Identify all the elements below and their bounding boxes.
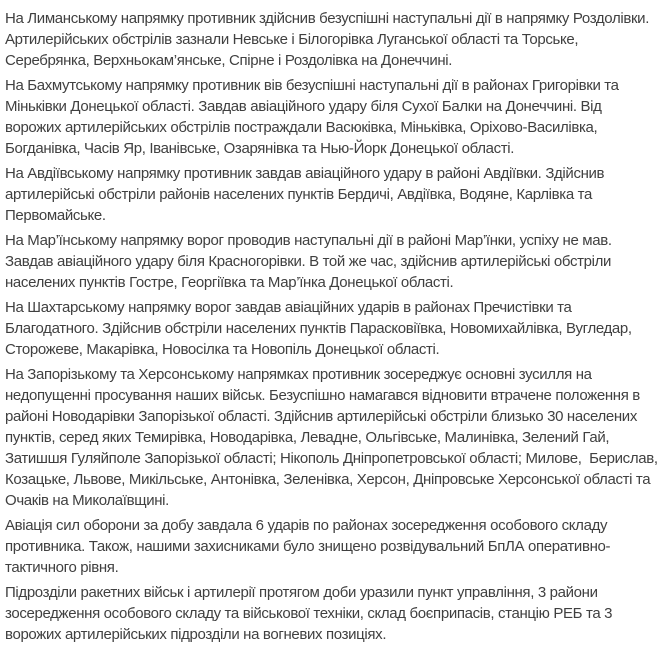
paragraph-lyman-direction: На Лиманському напрямку противник здійснив безуспішні наступальні дії в напрямку Роздолівки. Артилерійських обстрілів зазнали Невське і Білогорівка Луганської області та Торське, Серебрянка, Верхньокам’янське, Спірне і Роздолівка на Донеччині. <box>5 10 653 69</box>
paragraph-zaporizhzhia-kherson-direction: На Запорізькому та Херсонському напрямках противник зосереджує основні зусилля на недопущенні просування наших військ. Безуспішно намагався відновити втрачене положення в районі Новодарівки Запорізької області. Здійснив артилерійські обстріли близько 30 населених пунктів, серед яких Темирівка, Новодарівка, Левадне, Ольгівське, Малинівка, Зелений Гай, Затишшя Гуляйполе Запорізької області; Нікополь Дніпропетровської області; Милове, Берислав, Козацьке, Львове, Микільське, Антонівка, Зеленівка, Херсон, Дніпровське Херсонської області та Очаків на Миколаївщині. <box>5 366 662 509</box>
paragraph-defense-aviation: Авіація сил оборони за добу завдала 6 ударів по районах зосередження особового складу противника. Також, нашими захисниками було знищено розвідувальний БпЛА оперативно-тактичного рівня. <box>5 517 611 576</box>
paragraph-shakhtarsk-direction: На Шахтарському напрямку ворог завдав авіаційних ударів в районах Пречистівки та Благодатного. Здійснив обстріли населених пунктів Парасковіївка, Новомихайлівка, Вугледар, Сторожеве, Макарівка, Новосілка та Новопіль Донецької області. <box>5 299 636 358</box>
paragraph-missile-artillery-units: Підрозділи ракетних військ і артилерії протягом доби уразили пункт управління, 3 райони зосередження особового складу та військової техніки, склад боєприпасів, станцію РЕБ та 3 ворожих артилерійських підрозділи на вогневих позиціях. <box>5 584 616 643</box>
paragraph-marinka-direction: На Мар’їнському напрямку ворог проводив наступальні дії в районі Мар’їнки, успіху не мав. Завдав авіаційного удару біля Красногорівки. В той же час, здійснив артилерійські обстріли населених пунктів Гостре, Георгіївка та Мар’їнка Донецької області. <box>5 232 616 291</box>
paragraph-avdiivka-direction: На Авдіївському напрямку противник завдав авіаційного удару в районі Авдіївки. Здійснив артилерійські обстріли районів населених пунктів Бердичі, Авдіївка, Водяне, Карлівка та Первомайське. <box>5 165 608 224</box>
paragraph-bakhmut-direction: На Бахмутському напрямку противник вів безуспішні наступальні дії в районах Григорівки та Міньківки Донецької області. Завдав авіаційного удару біля Сухої Балки на Донеччині. Від ворожих артилерійських обстрілів постраждали Васюківка, Міньківка, Оріхово-Василівка, Богданівка, Часів Яр, Іванівське, Озарянівка та Нью-Йорк Донецької області. <box>5 77 623 157</box>
